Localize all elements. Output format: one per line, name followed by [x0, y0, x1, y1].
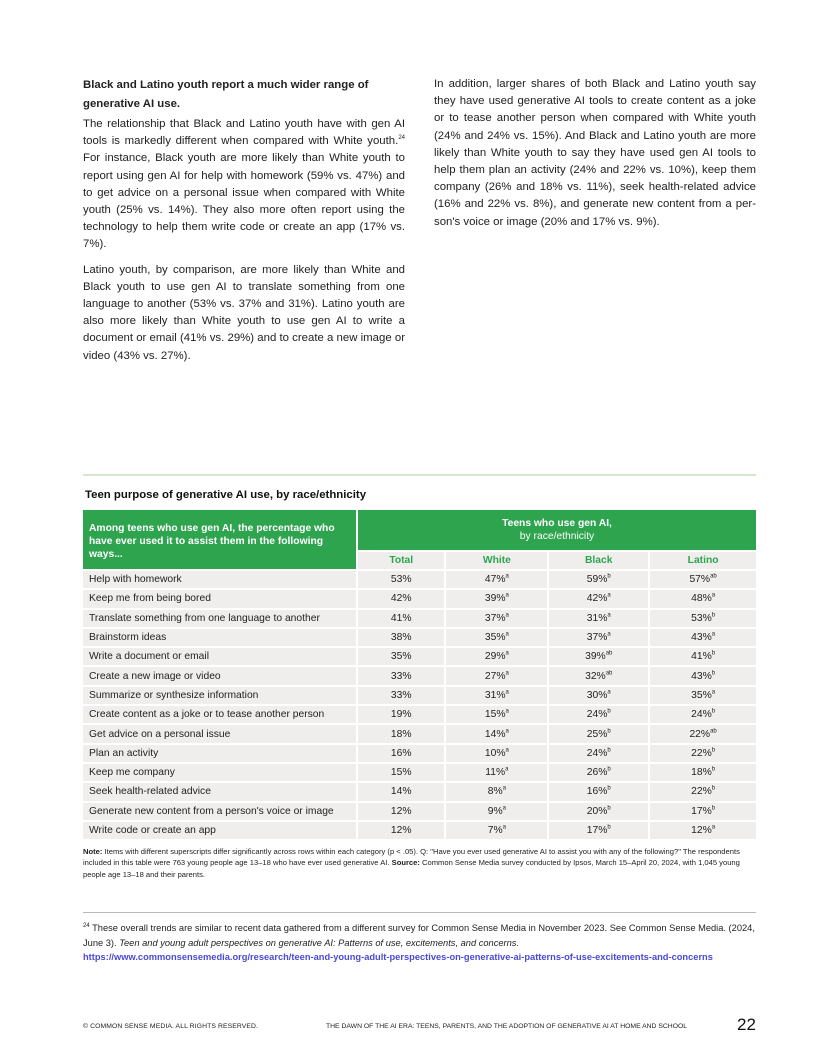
cell-value: 18% — [390, 728, 412, 740]
cell-value: 12% — [390, 805, 412, 817]
table-row — [83, 820, 756, 839]
significance-superscript: ab — [605, 650, 613, 657]
significance-superscript: b — [607, 708, 611, 715]
cell-white — [446, 569, 549, 588]
significance-superscript: a — [607, 612, 611, 619]
cell-value: 22% — [689, 728, 711, 740]
cell-value: 33% — [390, 670, 412, 682]
cell-latino — [650, 569, 756, 588]
cell-value: 41% — [691, 651, 712, 663]
cell-black — [549, 665, 650, 684]
cell-total — [358, 781, 446, 800]
cell-value: 47% — [484, 574, 506, 586]
data-table — [83, 510, 756, 839]
table-note — [83, 846, 756, 880]
page-number: 22 — [737, 1015, 756, 1034]
significance-superscript: a — [502, 824, 506, 831]
significance-superscript: a — [607, 689, 611, 696]
column-header: Latino — [650, 550, 756, 569]
cell-value: 27% — [484, 670, 506, 682]
table-title: Teen purpose of generative AI use, by race/ethnicity — [85, 489, 367, 501]
significance-superscript: b — [607, 747, 611, 754]
cell-value: 15% — [484, 709, 506, 721]
cell-latino — [650, 588, 756, 607]
cell-value: 24% — [691, 709, 712, 721]
paragraph-text: For instance, Black youth are more likely than White youth to report using gen AI for help with homework (59% vs. 47%) and to get advice on a personal issue when compared with White youth (25% vs. 14%). They also more often report using the technology to help them write code or create an app (17% vs. 7%). — [83, 152, 405, 251]
table-row — [83, 665, 756, 684]
cell-total — [358, 762, 446, 781]
cell-black — [549, 743, 650, 762]
cell-value: 42% — [390, 593, 412, 605]
cell-black — [549, 646, 650, 665]
significance-superscript: b — [711, 785, 716, 792]
cell-value: 30% — [586, 689, 608, 701]
significance-superscript: b — [607, 785, 611, 792]
cell-value: 18% — [691, 767, 712, 779]
cell-value: 24% — [586, 709, 608, 721]
source-text: Common Sense Media survey conducted by Ipsos, March 15–April 20, 2024, with 1,045 young people age 13–18 and their parents. — [83, 858, 740, 879]
column-header: Black — [549, 550, 650, 569]
row-label: Keep me from being bored — [83, 588, 358, 607]
significance-superscript: a — [711, 824, 716, 831]
significance-superscript: a — [505, 689, 509, 696]
footnote-divider — [83, 912, 756, 913]
cell-black — [549, 704, 650, 723]
cell-black — [549, 762, 650, 781]
significance-superscript: ab — [605, 670, 613, 677]
row-label: Help with homework — [83, 569, 358, 588]
cell-value: 8% — [487, 786, 503, 798]
significance-superscript: b — [711, 766, 716, 773]
cell-black — [549, 608, 650, 627]
cell-value: 14% — [390, 786, 412, 798]
cell-value: 19% — [390, 709, 412, 721]
row-label: Create a new image or video — [83, 665, 358, 684]
source-label: Source: — [391, 858, 420, 868]
table-row — [83, 781, 756, 800]
cell-total — [358, 723, 446, 742]
cell-value: 39% — [585, 651, 606, 663]
cell-value: 41% — [390, 612, 412, 624]
footer-report-title: THE DAWN OF THE AI ERA: TEENS, PARENTS, AND THE ADOPTION OF GENERATIVE AI AT HOME AND SCHOOL — [326, 1023, 688, 1030]
cell-value: 25% — [586, 728, 608, 740]
table-row — [83, 608, 756, 627]
cell-black — [549, 801, 650, 820]
significance-superscript: ab — [710, 573, 717, 580]
footnote — [83, 921, 756, 965]
paragraph: In addition, larger shares of both Black and Latino youth say they have used generative AI tools to create content as a joke or to tease another person when compared with White youth (24% and 24% vs. 15%). And Black and Latino youth are more likely than White youth to say they have used gen AI tools to help them plan an activity (24% and 22% vs. 10%), keep them company (26% and 18% vs. 11%), seek health-related advice (16% and 22% vs. 8%), and generate new content from a per-son's voice or image (20% and 17% vs. 9%). — [434, 78, 756, 228]
cell-white — [446, 685, 549, 704]
section-heading: Black and Latino youth report a much wider range of generative AI use. — [83, 79, 369, 110]
cell-value: 17% — [586, 825, 608, 836]
cell-total — [358, 588, 446, 607]
cell-value: 53% — [390, 574, 412, 586]
cell-white — [446, 743, 549, 762]
significance-superscript: a — [502, 785, 506, 792]
significance-superscript: b — [607, 805, 611, 812]
significance-superscript: a — [505, 631, 509, 638]
cell-white — [446, 781, 549, 800]
significance-superscript: a — [502, 805, 506, 812]
cell-value: 48% — [691, 593, 712, 605]
cell-value: 37% — [484, 612, 506, 624]
cell-value: 22% — [691, 786, 712, 798]
column-header: Total — [358, 550, 446, 569]
cell-value: 14% — [484, 728, 506, 740]
row-label: Get advice on a personal issue — [83, 723, 358, 742]
cell-value: 24% — [586, 747, 608, 759]
significance-superscript: a — [607, 593, 611, 600]
cell-white — [446, 646, 549, 665]
cell-total — [358, 743, 446, 762]
significance-superscript: a — [505, 747, 509, 754]
significance-superscript: b — [607, 824, 611, 831]
table-row — [83, 627, 756, 646]
row-label: Translate something from one language to another — [83, 608, 358, 627]
cell-value: 22% — [691, 747, 712, 759]
significance-superscript: b — [711, 612, 716, 619]
cell-total — [358, 801, 446, 820]
footnote-title: Teen and young adult perspectives on generative AI: Patterns of use, excitements, and concerns. — [119, 937, 520, 948]
significance-superscript: a — [505, 670, 509, 677]
cell-value: 31% — [586, 612, 608, 624]
cell-white — [446, 723, 549, 742]
significance-superscript: a — [505, 593, 509, 600]
cell-value: 11% — [485, 767, 506, 779]
significance-superscript: b — [607, 728, 611, 735]
significance-superscript: ab — [710, 728, 717, 735]
significance-superscript: a — [505, 612, 509, 619]
significance-superscript: b — [711, 708, 716, 715]
cell-total — [358, 685, 446, 704]
note-text: Items with different superscripts differ significantly across rows within each category (p < .05). Q: "Have you ever used generative AI to assist you with any of the following?" The respondents included in this table were 763 young people age 13–18 who have ever used generative AI. — [83, 847, 740, 868]
column-header: White — [446, 550, 549, 569]
cell-value: 12% — [390, 825, 412, 836]
table-row — [83, 646, 756, 665]
group-header-line1: Teens who use gen AI, — [502, 518, 612, 529]
cell-value: 43% — [691, 670, 712, 682]
row-label: Seek health-related advice — [83, 781, 358, 800]
table-row — [83, 762, 756, 781]
cell-total — [358, 608, 446, 627]
cell-latino — [650, 801, 756, 820]
note-label: Note: — [83, 847, 103, 856]
cell-value: 29% — [484, 651, 506, 663]
cell-value: 37% — [586, 632, 608, 644]
group-header — [358, 510, 756, 550]
significance-superscript: b — [607, 766, 611, 773]
significance-superscript: a — [711, 689, 716, 696]
footnote-number: 24 — [83, 922, 90, 929]
significance-superscript: a — [607, 631, 611, 638]
cell-value: 43% — [691, 632, 712, 644]
table-row — [83, 588, 756, 607]
cell-latino — [650, 723, 756, 742]
row-header: Among teens who use gen AI, the percentage who have ever used it to assist them in the following ways... — [83, 510, 358, 569]
cell-value: 33% — [390, 689, 412, 701]
cell-black — [549, 781, 650, 800]
cell-value: 35% — [484, 632, 506, 644]
cell-white — [446, 801, 549, 820]
cell-white — [446, 762, 549, 781]
cell-latino — [650, 627, 756, 646]
table-row — [83, 685, 756, 704]
cell-black — [549, 820, 650, 839]
cell-value: 32% — [585, 670, 606, 682]
cell-value: 38% — [390, 632, 412, 644]
row-label: Write code or create an app — [83, 820, 358, 839]
cell-latino — [650, 665, 756, 684]
significance-superscript: b — [711, 805, 716, 812]
cell-value: 57% — [689, 574, 711, 586]
cell-value: 35% — [390, 651, 412, 663]
significance-superscript: a — [505, 650, 509, 657]
cell-latino — [650, 704, 756, 723]
cell-white — [446, 588, 549, 607]
significance-superscript: b — [711, 670, 716, 677]
cell-value: 53% — [691, 612, 712, 624]
table-row — [83, 801, 756, 820]
section-divider — [83, 474, 756, 476]
group-header-line2: by race/ethnicity — [519, 531, 595, 542]
cell-total — [358, 646, 446, 665]
significance-superscript: a — [711, 631, 716, 638]
cell-white — [446, 704, 549, 723]
paragraph — [83, 116, 405, 254]
row-label: Create content as a joke or to tease another person — [83, 704, 358, 723]
row-label: Plan an activity — [83, 743, 358, 762]
paragraph-text: The relationship that Black and Latino youth have with gen AI tools is markedly different when compared with White youth. — [83, 118, 405, 148]
cell-value: 17% — [691, 805, 712, 817]
cell-total — [358, 665, 446, 684]
significance-superscript: a — [505, 766, 509, 773]
cell-value: 7% — [487, 825, 503, 836]
row-label: Brainstorm ideas — [83, 627, 358, 646]
cell-value: 9% — [487, 805, 503, 817]
cell-white — [446, 608, 549, 627]
cell-total — [358, 569, 446, 588]
cell-value: 15% — [390, 767, 412, 779]
cell-latino — [650, 646, 756, 665]
cell-latino — [650, 820, 756, 839]
cell-value: 42% — [586, 593, 608, 605]
table-row — [83, 569, 756, 588]
footnote-ref[interactable]: 24 — [398, 135, 405, 142]
cell-white — [446, 820, 549, 839]
table-row — [83, 743, 756, 762]
cell-value: 31% — [484, 689, 506, 701]
footnote-link[interactable]: https://www.commonsensemedia.org/research/teen-and-young-adult-perspectives-on-generative-ai-patterns-of-use-excitements-and-concerns — [83, 952, 713, 962]
footnote-text: These overall trends are similar to recent data gathered from a different survey for Common Sense Media in November 2023. See Common Sense Media. (2024, June 3). — [83, 923, 755, 948]
significance-superscript: b — [607, 573, 611, 580]
cell-white — [446, 627, 549, 646]
significance-superscript: a — [505, 708, 509, 715]
table-row — [83, 723, 756, 742]
cell-white — [446, 665, 549, 684]
cell-black — [549, 685, 650, 704]
row-label: Generate new content from a person's voice or image — [83, 801, 358, 820]
cell-value: 16% — [390, 747, 412, 759]
cell-latino — [650, 608, 756, 627]
significance-superscript: b — [711, 747, 716, 754]
cell-value: 35% — [691, 689, 712, 701]
cell-value: 59% — [586, 574, 608, 586]
cell-latino — [650, 762, 756, 781]
cell-value: 12% — [691, 825, 712, 836]
significance-superscript: a — [711, 593, 716, 600]
row-label: Summarize or synthesize information — [83, 685, 358, 704]
cell-value: 20% — [586, 805, 608, 817]
row-label: Keep me company — [83, 762, 358, 781]
significance-superscript: b — [711, 650, 716, 657]
row-label: Write a document or email — [83, 646, 358, 665]
footer-copyright: © COMMON SENSE MEDIA. ALL RIGHTS RESERVED. — [83, 1023, 259, 1030]
left-column — [83, 76, 405, 373]
cell-black — [549, 588, 650, 607]
cell-latino — [650, 781, 756, 800]
cell-total — [358, 704, 446, 723]
cell-total — [358, 820, 446, 839]
cell-value: 10% — [484, 747, 506, 759]
cell-black — [549, 569, 650, 588]
significance-superscript: a — [505, 728, 509, 735]
table-row — [83, 704, 756, 723]
cell-black — [549, 627, 650, 646]
cell-latino — [650, 743, 756, 762]
cell-black — [549, 723, 650, 742]
right-column — [434, 76, 756, 239]
significance-superscript: a — [505, 573, 509, 580]
cell-value: 16% — [586, 786, 608, 798]
paragraph: Latino youth, by comparison, are more likely than White and Black youth to use gen AI to translate something from one language to another (53% vs. 37% and 31%). Latino youth are also more likely than White youth to use gen AI to write a document or email (41% vs. 29%) and to create a new image or video (43% vs. 27%). — [83, 263, 405, 362]
cell-latino — [650, 685, 756, 704]
cell-value: 39% — [484, 593, 506, 605]
cell-value: 26% — [586, 767, 608, 779]
cell-total — [358, 627, 446, 646]
